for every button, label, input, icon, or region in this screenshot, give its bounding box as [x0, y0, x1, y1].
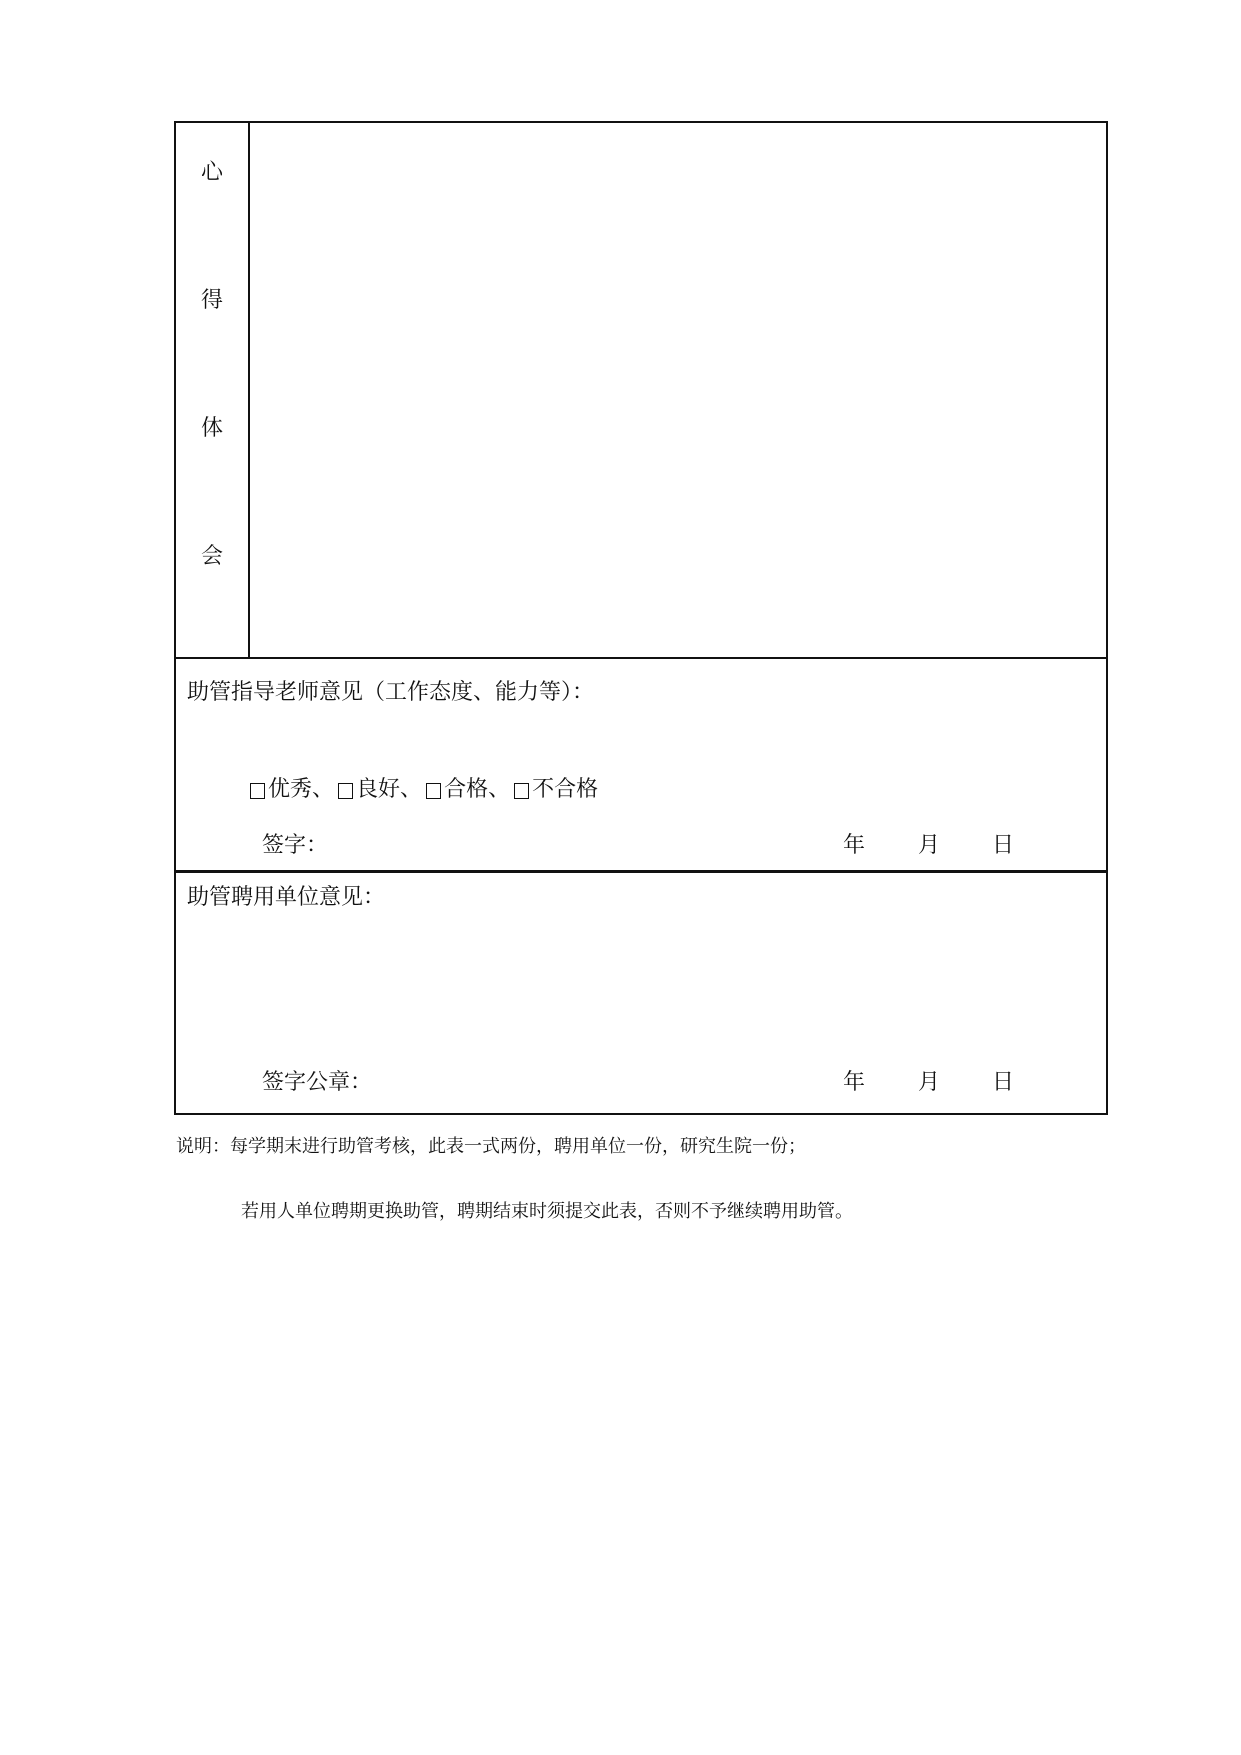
- checkbox-icon[interactable]: [426, 783, 441, 799]
- rating-label: 良好: [356, 777, 401, 802]
- rating-label: 合格: [444, 777, 489, 802]
- reflection-row: [176, 123, 1106, 659]
- rating-options: [250, 776, 598, 804]
- assessment-form-table: [174, 121, 1108, 1115]
- notes-line-1: 说明：每学期末进行助管考核，此表一式两份，聘用单位一份，研究生院一份；: [176, 1136, 806, 1157]
- reflection-label-char: 得: [200, 288, 223, 313]
- reflection-content-field[interactable]: [250, 123, 1106, 657]
- employer-date-month: 月: [918, 1070, 941, 1095]
- reflection-label-column: [176, 123, 250, 657]
- rating-option-good[interactable]: [338, 776, 400, 804]
- checkbox-icon[interactable]: [250, 783, 265, 799]
- rating-option-pass[interactable]: [426, 776, 488, 804]
- reflection-label-char: 会: [200, 544, 223, 569]
- checkbox-icon[interactable]: [514, 783, 529, 799]
- rating-label: 不合格: [532, 777, 599, 802]
- employer-date-year: 年: [843, 1070, 866, 1095]
- advisor-date-year: 年: [843, 833, 866, 858]
- rating-separator: 、: [312, 777, 335, 802]
- rating-separator: 、: [400, 777, 423, 802]
- employer-opinion-row: [176, 873, 1106, 1113]
- reflection-label-char: 体: [200, 416, 223, 441]
- employer-signature-label: 签字公章：: [262, 1070, 373, 1095]
- advisor-opinion-row: [176, 659, 1106, 873]
- advisor-date-day: 日: [992, 833, 1015, 858]
- advisor-signature-label: 签字：: [262, 833, 329, 858]
- checkbox-icon[interactable]: [338, 783, 353, 799]
- rating-option-excellent[interactable]: [250, 776, 312, 804]
- employer-opinion-title: 助管聘用单位意见：: [187, 885, 386, 910]
- rating-label: 优秀: [268, 777, 313, 802]
- rating-separator: 、: [488, 777, 511, 802]
- employer-date-day: 日: [992, 1070, 1015, 1095]
- reflection-label-char: 心: [200, 160, 223, 185]
- advisor-date-month: 月: [918, 833, 941, 858]
- rating-option-fail[interactable]: [514, 776, 598, 804]
- notes-line-2: 若用人单位聘期更换助管，聘期结束时须提交此表，否则不予继续聘用助管。: [241, 1201, 853, 1222]
- advisor-opinion-title: 助管指导老师意见（工作态度、能力等）：: [187, 680, 595, 705]
